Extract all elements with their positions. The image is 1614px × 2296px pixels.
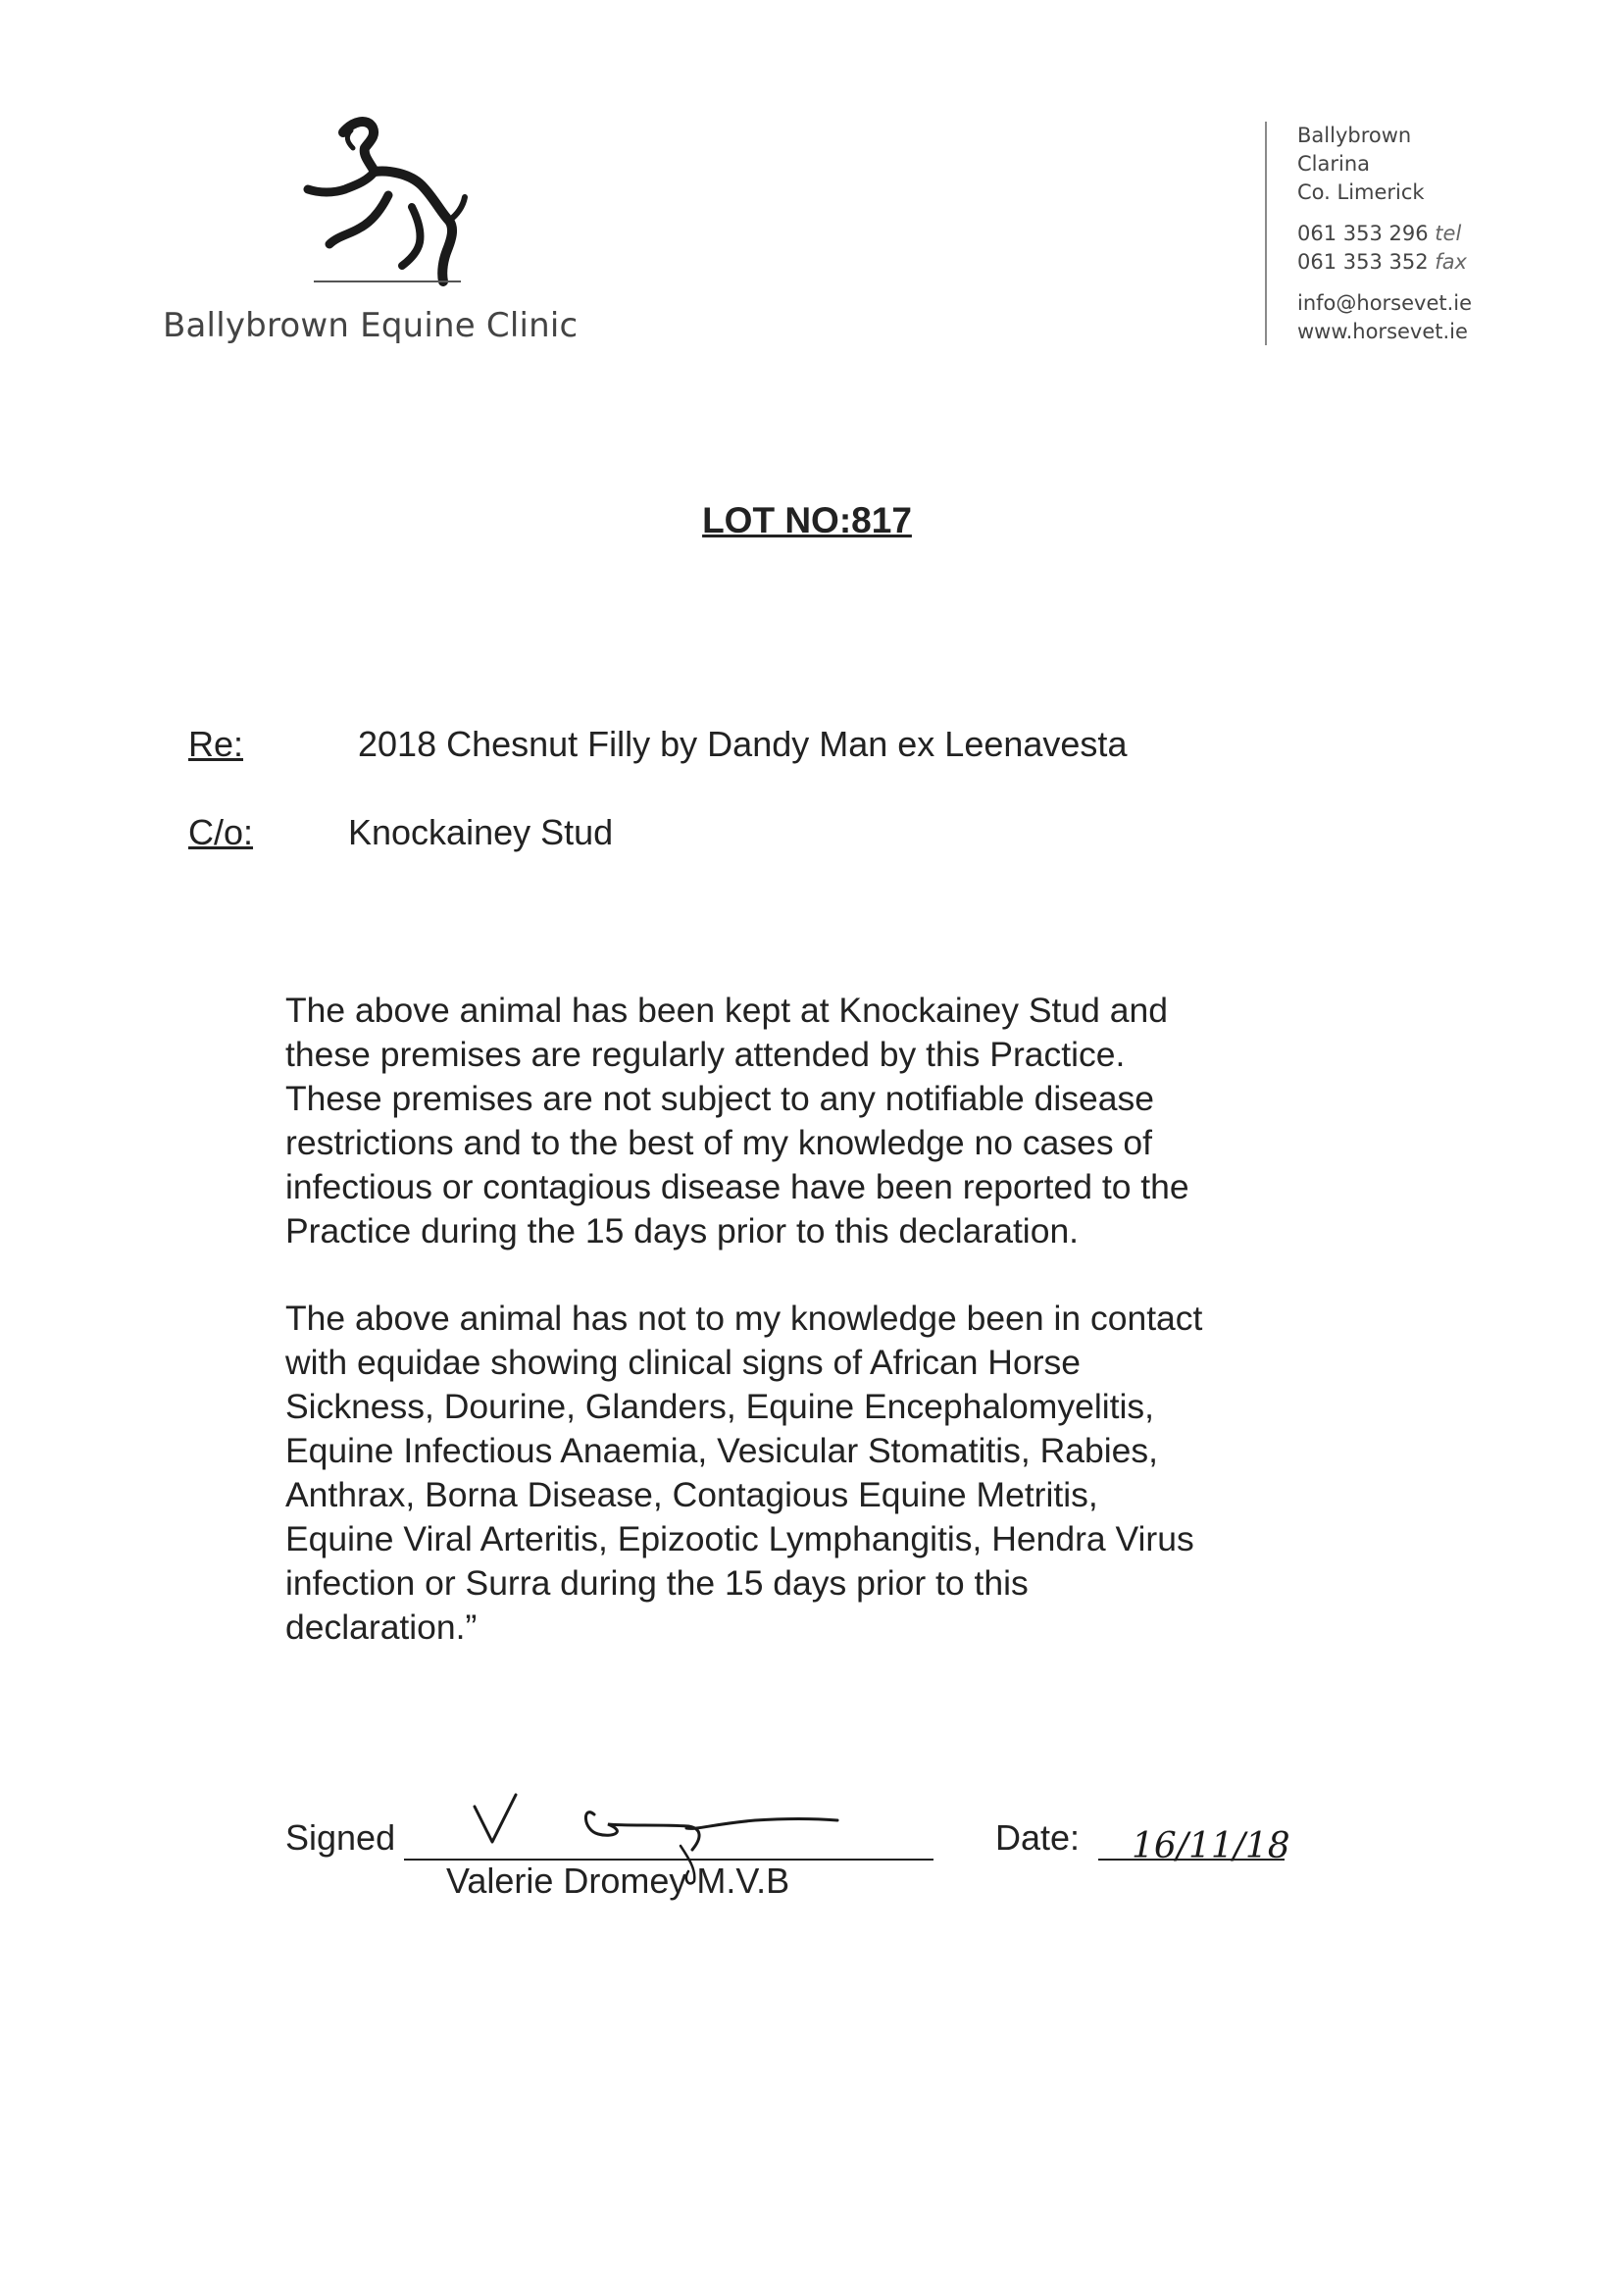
address-line: Ballybrown xyxy=(1297,124,1412,147)
paragraph-line: Anthrax, Borna Disease, Contagious Equine Metritis, xyxy=(285,1475,1098,1514)
signer-name: Valerie Dromey M.V.B xyxy=(446,1861,790,1901)
paragraph-line: The above animal has not to my knowledge been in contact xyxy=(285,1299,1203,1338)
lot-number: LOT NO:817 xyxy=(702,500,912,540)
email-address: info@horsevet.ie xyxy=(1297,291,1473,315)
paragraph-line: infection or Surra during the 15 days prior to this xyxy=(285,1563,1029,1603)
paragraph-line: Practice during the 15 days prior to this declaration. xyxy=(285,1211,1080,1250)
clinic-logo xyxy=(294,113,480,289)
co-value: Knockainey Stud xyxy=(348,812,614,852)
declaration-paragraph-1 xyxy=(285,989,1325,1253)
paragraph-line: declaration.” xyxy=(285,1607,478,1647)
declaration-paragraph-2 xyxy=(285,1297,1325,1650)
svg-text:16/11/18: 16/11/18 xyxy=(1132,1826,1290,1866)
paragraph-line: these premises are regularly attended by this Practice. xyxy=(285,1035,1126,1074)
paragraph-line: restrictions and to the best of my knowledge no cases of xyxy=(285,1123,1153,1162)
paragraph-line: Sickness, Dourine, Glanders, Equine Encephalomyelitis, xyxy=(285,1387,1154,1426)
letterhead-divider xyxy=(1265,122,1267,345)
handwritten-date xyxy=(1118,1812,1324,1871)
paragraph-line: with equidae showing clinical signs of African Horse xyxy=(285,1343,1082,1382)
paragraph-line: Equine Viral Arteritis, Epizootic Lymphangitis, Hendra Virus xyxy=(285,1519,1194,1558)
paragraph-line: The above animal has been kept at Knockainey Stud and xyxy=(285,991,1168,1030)
re-label: Re: xyxy=(188,724,244,764)
co-label: C/o: xyxy=(188,812,254,852)
re-value: 2018 Chesnut Filly by Dandy Man ex Leenavesta xyxy=(358,724,1128,764)
paragraph-line: These premises are not subject to any notifiable disease xyxy=(285,1079,1155,1118)
phone-tel: 061 353 296 tel xyxy=(1297,222,1462,245)
paragraph-line: infectious or contagious disease have been reported to the xyxy=(285,1167,1189,1206)
address-line: Clarina xyxy=(1297,152,1371,176)
rearing-horse-logo-icon xyxy=(294,113,480,289)
website-address: www.horsevet.ie xyxy=(1297,320,1468,343)
date-label: Date: xyxy=(995,1817,1081,1858)
address-line: Co. Limerick xyxy=(1297,180,1425,204)
clinic-name: Ballybrown Equine Clinic xyxy=(163,306,579,345)
signed-label: Signed xyxy=(285,1817,396,1858)
paragraph-line: Equine Infectious Anaemia, Vesicular Stomatitis, Rabies, xyxy=(285,1431,1158,1470)
contact-block xyxy=(1297,122,1472,346)
phone-fax: 061 353 352 fax xyxy=(1297,250,1467,274)
